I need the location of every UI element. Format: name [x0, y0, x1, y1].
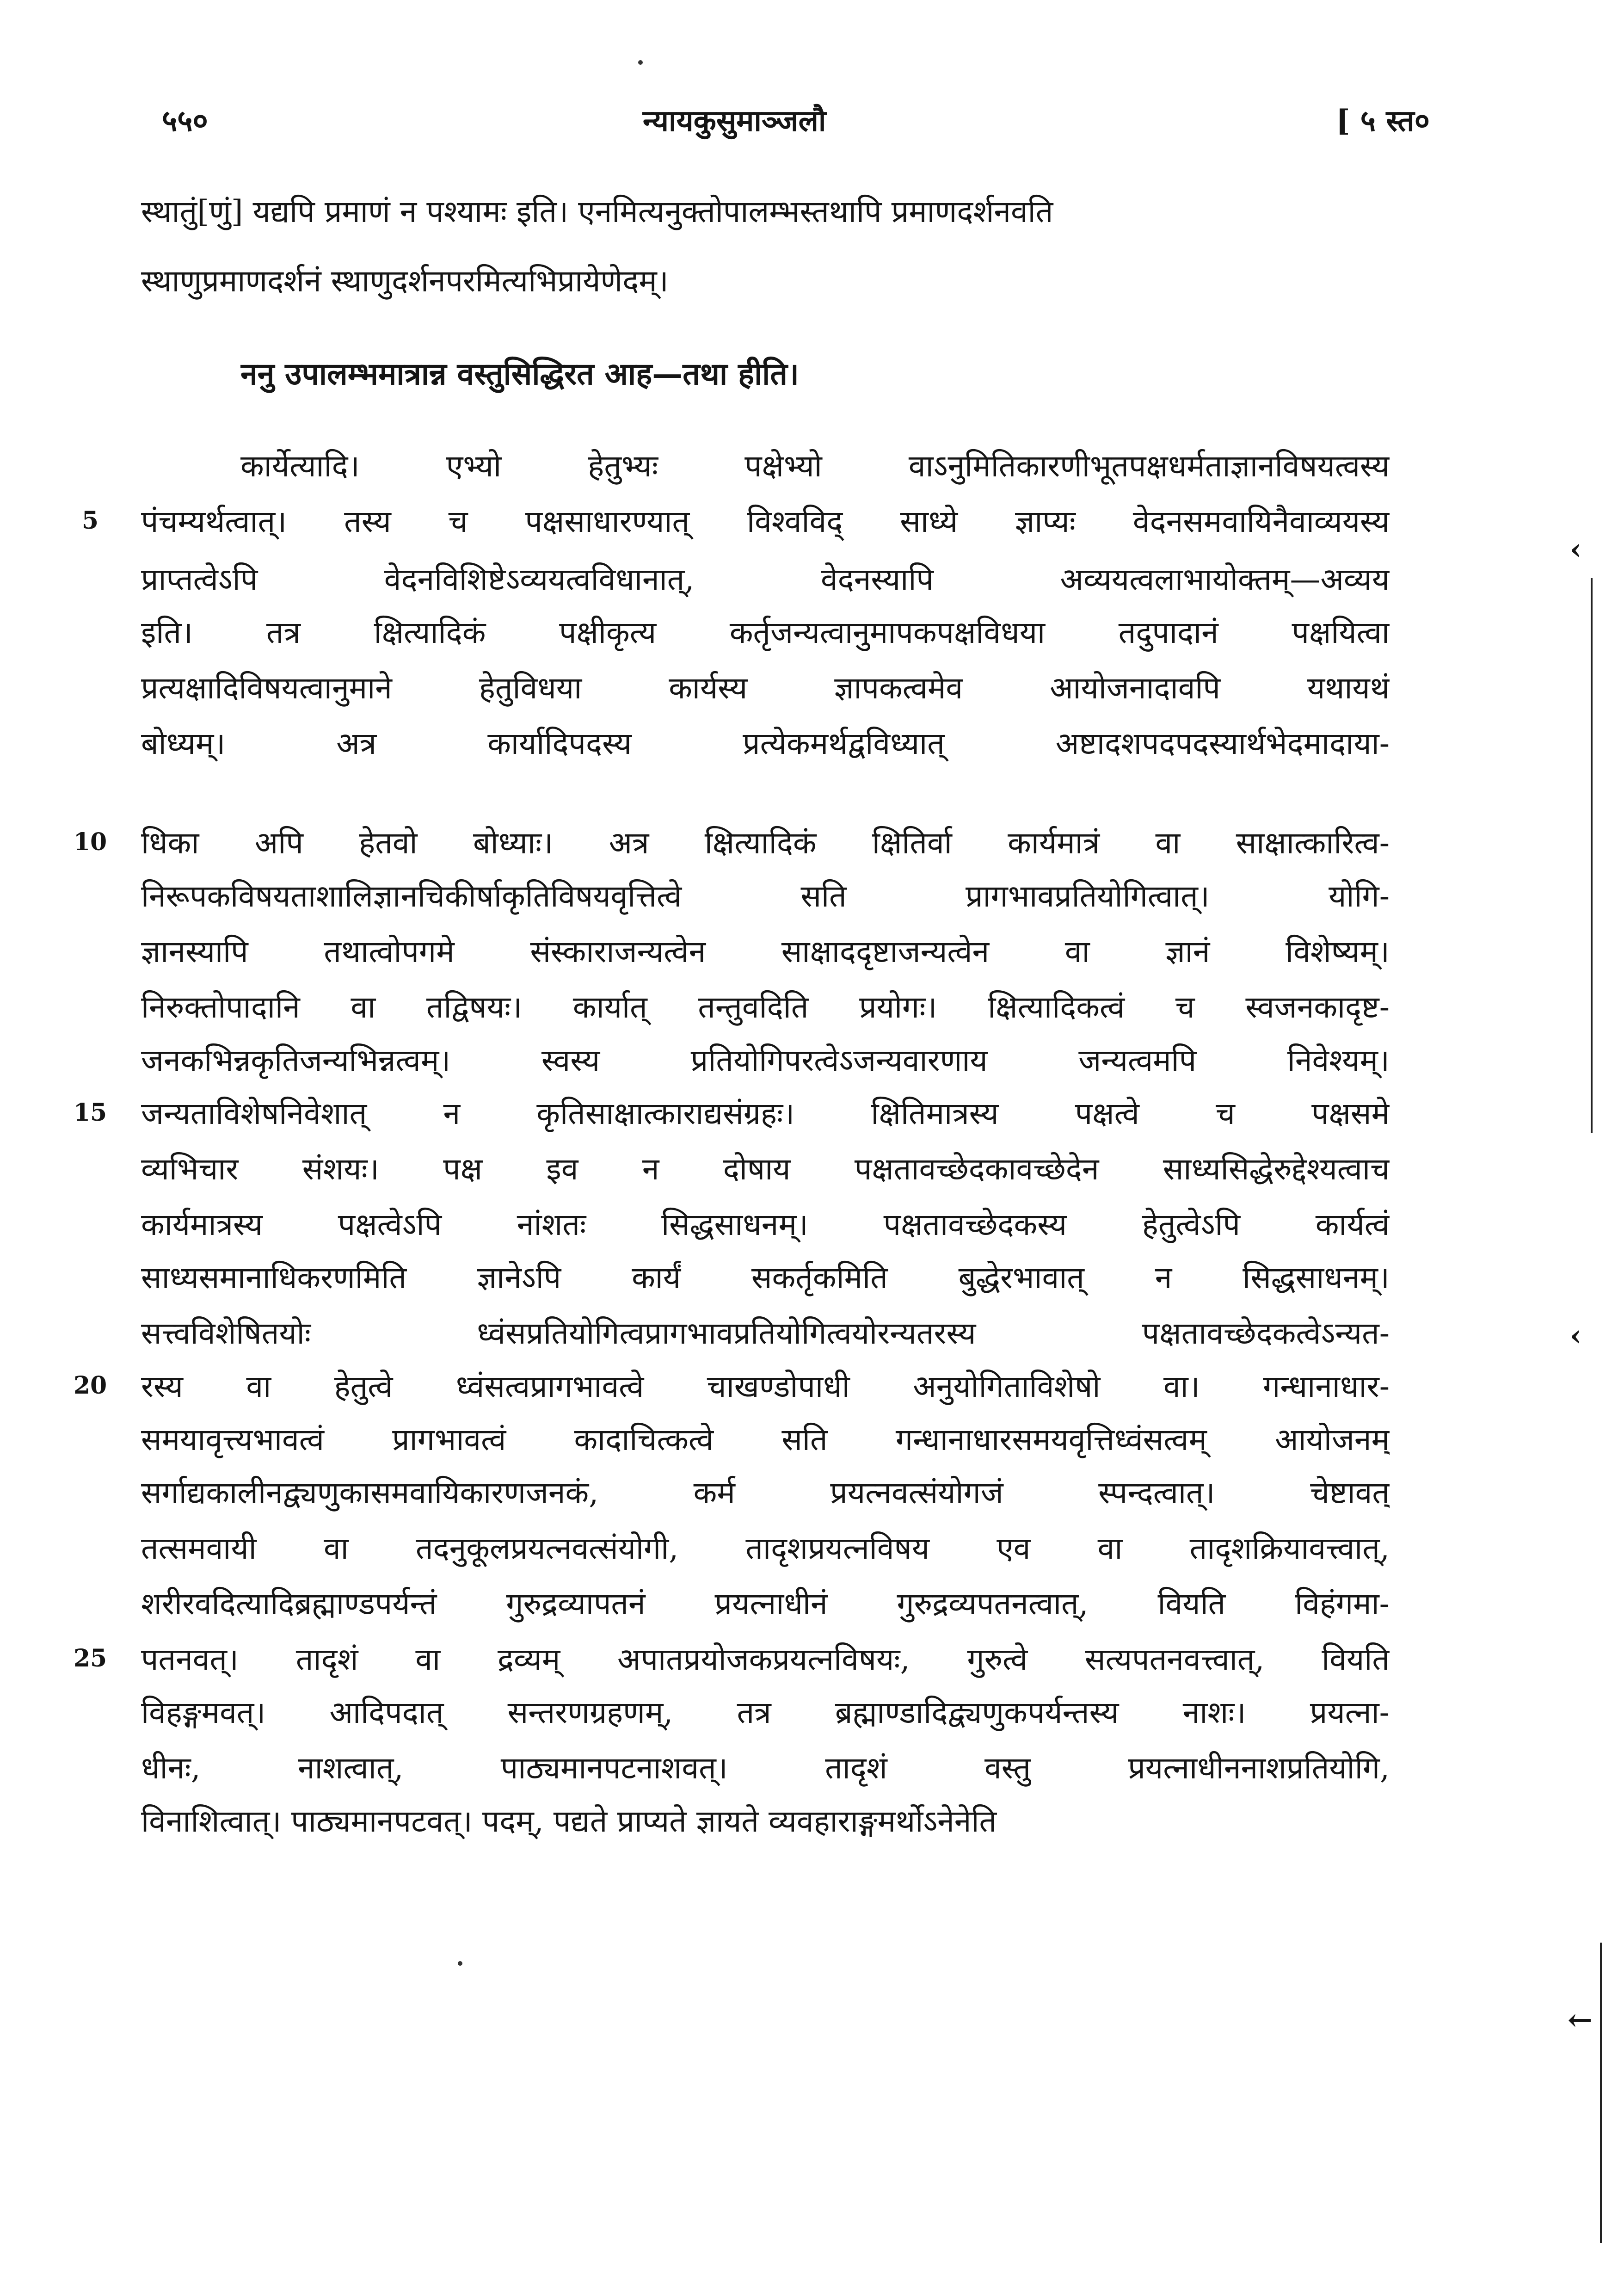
- scan-speck: [458, 1961, 462, 1966]
- text-line: स्थातुं[णुं] यद्यपि प्रमाणं न पश्यामः इति। एनमित्यनुक्तोपालम्भस्तथापि प्रमाणदर्शनवति: [141, 194, 1053, 229]
- text-line: जन्यताविशेषनिवेशात् न कृतिसाक्षात्काराद्यसंग्रहः। क्षितिमात्रस्य पक्षत्वे च पक्षसमे: [141, 1096, 1390, 1131]
- line-number: 25: [73, 1644, 107, 1672]
- text-line: जनकभिन्नकृतिजन्यभिन्नत्वम्। स्वस्य प्रतियोगिपरत्वेऽजन्यवारणाय जन्यत्वमपि निवेश्यम्।: [141, 1043, 1390, 1078]
- running-title: न्यायकुसुमाञ्जलौ: [643, 104, 826, 138]
- text-line: व्यभिचार संशयः। पक्ष इव न दोषाय पक्षतावच्छेदकावच्छेदेन साध्यसिद्धेरुद्देश्यत्वाच: [141, 1151, 1390, 1187]
- text-line: समयावृत्त्यभावत्वं प्रागभावत्वं कादाचित्कत्वे सति गन्धानाधारसमयवृत्तिध्वंसत्वम् आयोजनम्: [141, 1422, 1390, 1457]
- text-line: पतनवत्। तादृशं वा द्रव्यम् अपातप्रयोजकप्रयत्नविषयः, गुरुत्वे सत्यपतनवत्त्वात्, वियति: [141, 1642, 1390, 1677]
- text-line: ननु उपालम्भमात्रान्न वस्तुसिद्धिरत आह—तथा हीति।: [240, 356, 799, 392]
- text-line: साध्यसमानाधिकरणमिति ज्ञानेऽपि कार्यं सकर्तृकमिति बुद्धेरभावात् न सिद्धसाधनम्।: [141, 1260, 1390, 1296]
- binding-edge-mark: [1591, 578, 1593, 1133]
- text-line: धिका अपि हेतवो बोध्याः। अत्र क्षित्यादिकं क्षितिर्वा कार्यमात्रं वा साक्षात्कारित्व-: [141, 825, 1390, 861]
- text-line: विनाशित्वात्। पाठ्यमानपटवत्। पदम्, पद्यते प्राप्यते ज्ञायते व्यवहाराङ्गमर्थोऽनेनेति: [141, 1803, 997, 1839]
- text-line: ज्ञानस्यापि तथात्वोपगमे संस्काराजन्यत्वेन साक्षाददृष्टाजन्यत्वेन वा ज्ञानं विशेष्यम्।: [141, 934, 1390, 969]
- margin-bracket-mark: ‹: [1570, 532, 1582, 567]
- text-line: पंचम्यर्थत्वात्। तस्य च पक्षसाधारण्यात् विश्वविद् साध्ये ज्ञाप्यः वेदनसमवायिनैवाव्ययस्य: [141, 504, 1390, 539]
- line-number: 5: [81, 506, 99, 535]
- text-line: शरीरवदित्यादिब्रह्माण्डपर्यन्तं गुरुद्रव्यापतनं प्रयत्नाधीनं गुरुद्रव्यपतनत्वात्, वियति विहंगमा-: [141, 1586, 1390, 1622]
- text-line: धीनः, नाशत्वात्, पाठ्यमानपटनाशवत्। तादृशं वस्तु प्रयत्नाधीननाशप्रतियोगि,: [141, 1750, 1390, 1786]
- text-line: सत्त्वविशेषितयोः ध्वंसप्रतियोगित्वप्रागभावप्रतियोगित्वयोरन्यतरस्य पक्षतावच्छेदकत्वेऽन्यत-: [141, 1315, 1390, 1351]
- text-line: बोध्यम्। अत्र कार्यादिपदस्य प्रत्येकमर्थद्वविध्यात् अष्टादशपदपदस्यार्थभेदमादाया-: [141, 726, 1390, 761]
- text-line: प्रत्यक्षादिविषयत्वानुमाने हेतुविधया कार्यस्य ज्ञापकत्वमेव आयोजनादावपि यथायथं: [141, 670, 1390, 706]
- text-line: सर्गाद्यकालीनद्व्यणुकासमवायिकारणजनकं, कर्म प्रयत्नवत्संयोगजं स्पन्दत्वात्। चेष्टावत्: [141, 1475, 1390, 1511]
- text-line: स्थाणुप्रमाणदर्शनं स्थाणुदर्शनपरमित्यभिप्रायेणेदम्।: [141, 263, 669, 299]
- line-number: 15: [73, 1098, 107, 1127]
- scan-speck: [638, 60, 643, 65]
- text-line: कार्येत्यादि। एभ्यो हेतुभ्यः पक्षेभ्यो वाऽनुमितिकारणीभूतपक्षधर्मताज्ञानविषयत्वस्य: [240, 448, 1390, 484]
- text-line: तत्समवायी वा तदनुकूलप्रयत्नवत्संयोगी, तादृशप्रयत्नविषय एव वा तादृशक्रियावत्त्वात्,: [141, 1530, 1390, 1566]
- text-line: रस्य वा हेतुत्वे ध्वंसत्वप्रागभावत्वे चाखण्डोपाधी अनुयोगिताविशेषो वा। गन्धानाधार-: [141, 1369, 1390, 1404]
- text-line: कार्यमात्रस्य पक्षत्वेऽपि नांशतः सिद्धसाधनम्। पक्षतावच्छेदकस्य हेतुत्वेऽपि कार्यत्वं: [141, 1207, 1390, 1242]
- margin-bracket-mark: ‹: [1570, 1318, 1582, 1353]
- margin-bracket-mark: ←: [1568, 2003, 1593, 2037]
- line-number: 20: [73, 1371, 107, 1400]
- text-line: इति। तत्र क्षित्यादिकं पक्षीकृत्य कर्तृजन्यत्वानुमापकपक्षविधया तदुपादानं पक्षयित्वा: [141, 615, 1390, 650]
- line-number: 10: [73, 828, 107, 856]
- binding-edge-mark: [1600, 1943, 1602, 2243]
- text-line: प्राप्तत्वेऽपि वेदनविशिष्टेऽव्ययत्वविधानात्, वेदनस्यापि अव्ययत्वलाभायोक्तम्—अव्यय: [141, 562, 1390, 597]
- text-line: निरुक्तोपादानि वा तद्विषयः। कार्यात् तन्तुवदिति प्रयोगः। क्षित्यादिकत्वं च स्वजनकादृष्ट-: [141, 989, 1390, 1025]
- text-line: विहङ्गमवत्। आदिपदात् सन्तरणग्रहणम्, तत्र ब्रह्माण्डादिद्व्यणुकपर्यन्तस्य नाशः। प्रयत्ना-: [141, 1695, 1390, 1730]
- section-marker: [ ५ स्त०: [1336, 104, 1430, 138]
- page-number: ५५०: [162, 104, 208, 138]
- text-line: निरूपकविषयताशालिज्ञानचिकीर्षाकृतिविषयवृत्तित्वे सति प्रागभावप्रतियोगित्वात्। योगि-: [141, 878, 1390, 914]
